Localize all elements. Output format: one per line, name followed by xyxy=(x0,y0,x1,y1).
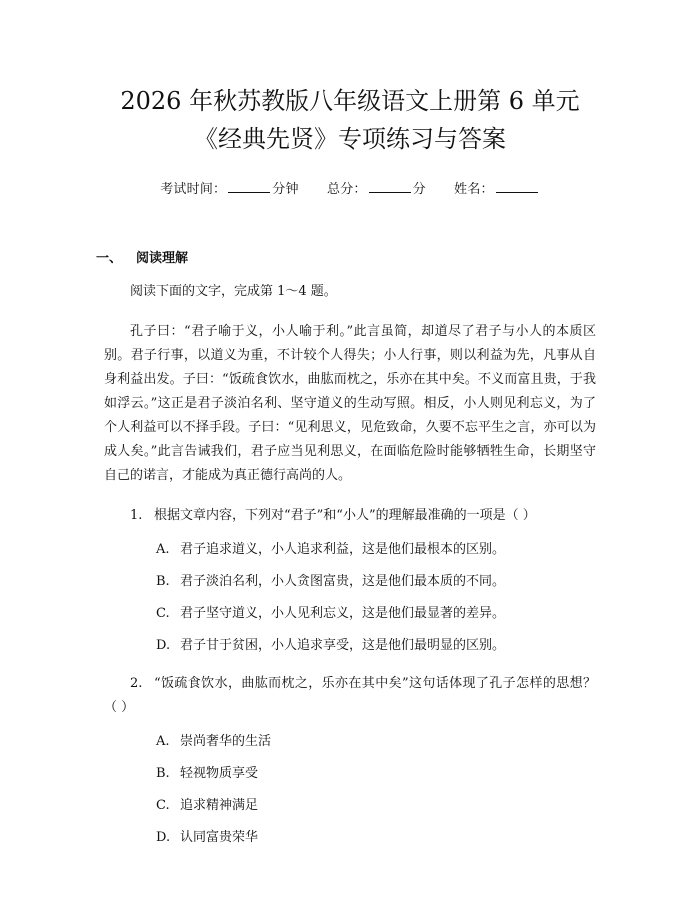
question-2-options xyxy=(156,732,596,848)
section-number: 一、 xyxy=(96,251,123,266)
option-b[interactable] xyxy=(156,572,596,592)
time-blank[interactable] xyxy=(228,180,270,193)
option-text: 君子淡泊名利，小人贪图富贵，这是他们最本质的不同。 xyxy=(180,574,506,589)
option-text: 崇尚奢华的生活 xyxy=(180,734,272,749)
option-letter: A. xyxy=(156,734,170,749)
question-text: 根据文章内容，下列对“君子”和“小人”的理解最准确的一项是（ ） xyxy=(154,508,536,523)
option-c[interactable] xyxy=(156,604,596,624)
option-text: 君子甘于贫困，小人追求享受，这是他们最明显的区别。 xyxy=(180,638,506,653)
exam-meta xyxy=(104,178,596,197)
page-title xyxy=(104,0,596,158)
score-blank[interactable] xyxy=(369,180,411,193)
reading-passage: 孔子曰：“君子喻于义，小人喻于利。”此言虽简，却道尽了君子与小人的本质区别。君子行事，以道义为重，不计较个人得失；小人行事，则以利益为先，凡事从自身利益出发。子曰：“饭疏食饮水，曲肱而枕之，乐亦在其中矣。不义而富且贵，于我如浮云。”这正是君子淡泊名利、坚守道义的生动写照。相反，小人则见利忘义，为了个人利益可以不择手段。子曰：“见利思义，见危致命，久要不忘平生之言，亦可以为成人矣。”此言告诫我们，君子应当见利思义，在面临危险时能够牺牲生命，长期坚守自己的诺言，才能成为真正德行高尚的人。 xyxy=(104,324,596,483)
option-letter: B. xyxy=(156,574,170,589)
title-line-2: 《经典先贤》专项练习与答案 xyxy=(194,125,506,153)
option-letter: C. xyxy=(156,606,170,621)
option-d[interactable] xyxy=(156,828,596,848)
score-label: 总分： xyxy=(327,182,367,197)
option-a[interactable] xyxy=(156,540,596,560)
name-label: 姓名： xyxy=(454,182,494,197)
question-1-options xyxy=(156,540,596,656)
option-a[interactable] xyxy=(156,732,596,752)
question-number: 2. xyxy=(130,676,143,691)
option-letter: A. xyxy=(156,542,170,557)
section-title: 阅读理解 xyxy=(136,251,189,266)
option-b[interactable] xyxy=(156,764,596,784)
name-blank[interactable] xyxy=(496,180,538,193)
option-text: 认同富贵荣华 xyxy=(180,830,259,845)
option-text: 君子追求道义，小人追求利益，这是他们最根本的区别。 xyxy=(180,542,506,557)
reading-instruction: 阅读下面的文字，完成第 1～4 题。 xyxy=(130,284,337,299)
score-unit: 分 xyxy=(412,182,426,197)
option-text: 追求精神满足 xyxy=(180,798,259,813)
option-text: 轻视物质享受 xyxy=(180,766,259,781)
section-heading xyxy=(96,247,596,266)
score-field xyxy=(327,178,426,197)
question-1 xyxy=(104,504,596,528)
option-letter: B. xyxy=(156,766,170,781)
option-d[interactable] xyxy=(156,636,596,656)
time-field xyxy=(160,178,298,197)
option-letter: D. xyxy=(156,830,171,845)
option-c[interactable] xyxy=(156,796,596,816)
time-label: 考试时间： xyxy=(160,182,227,197)
option-letter: C. xyxy=(156,798,170,813)
option-text: 君子坚守道义，小人见利忘义，这是他们最显著的差异。 xyxy=(180,606,506,621)
question-2 xyxy=(104,672,596,720)
question-text: “饭疏食饮水，曲肱而枕之，乐亦在其中矣”这句话体现了孔子怎样的思想？（ ） xyxy=(104,676,596,715)
time-unit: 分钟 xyxy=(272,182,299,197)
option-letter: D. xyxy=(156,638,171,653)
name-field xyxy=(454,178,540,197)
question-number: 1. xyxy=(130,508,143,523)
title-line-1: 2026 年秋苏教版八年级语文上册第 6 单元 xyxy=(120,87,580,115)
